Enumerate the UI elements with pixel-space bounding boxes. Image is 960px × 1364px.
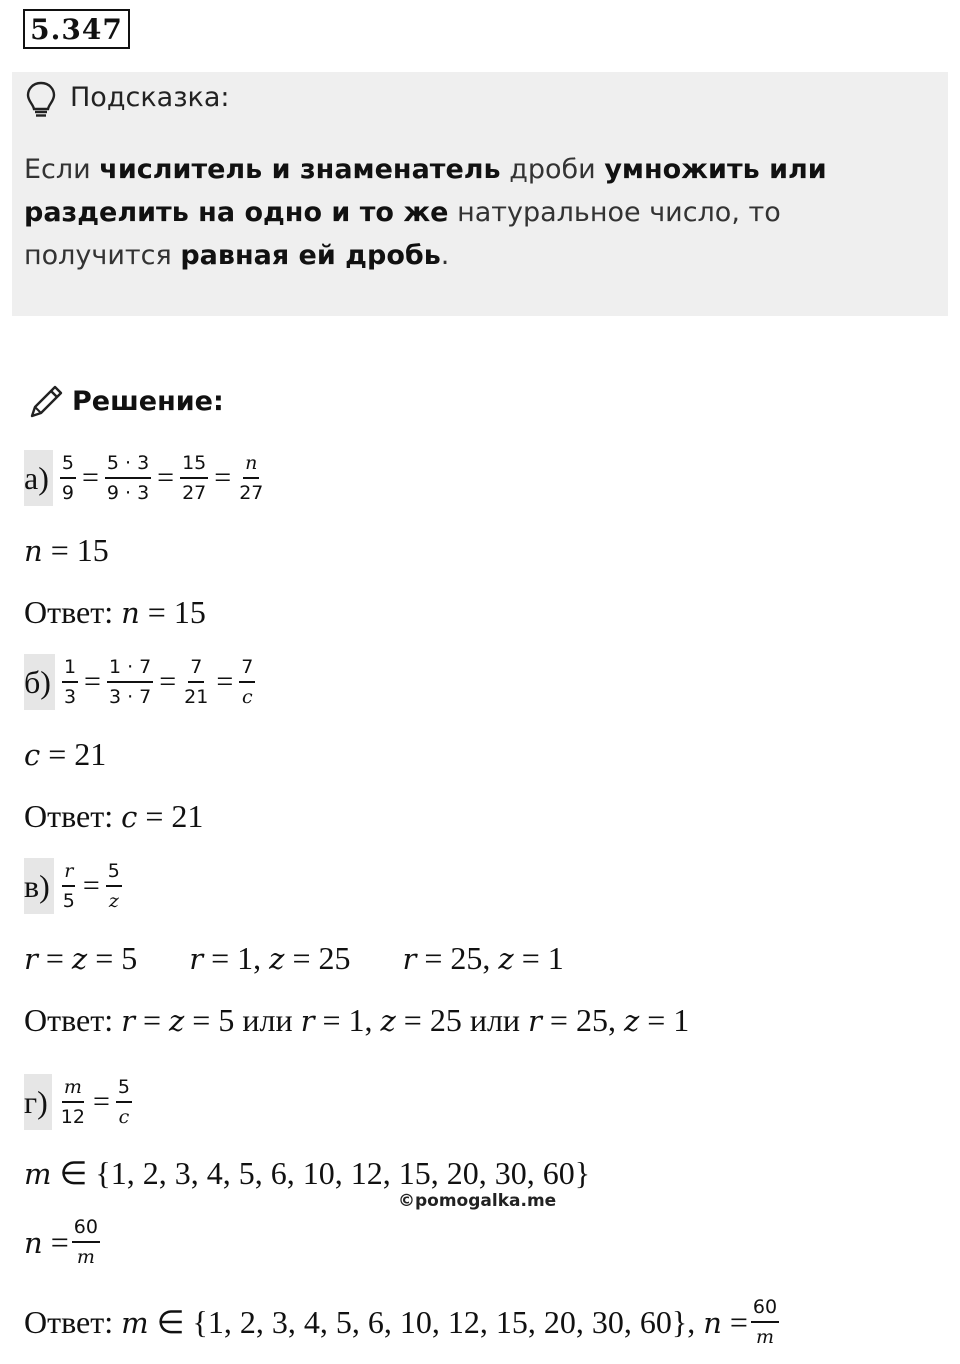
fraction: $\frac{1}{3}$	[63, 656, 77, 708]
fraction: $\frac{5}{9}$	[61, 452, 74, 504]
part-g-tag: г)	[24, 1074, 52, 1130]
fraction: $\frac{m}{12}$	[60, 1076, 85, 1128]
fraction: $\frac{1 \cdot 7}{3 \cdot 7}$	[108, 656, 152, 708]
fraction: $\frac{5}{c}$	[117, 1076, 130, 1128]
fraction: $\frac{60}{m}$	[752, 1296, 778, 1348]
part-g-set: m ∈ {1, 2, 3, 4, 5, 6, 10, 12, 15, 20, 30, 60}	[24, 1155, 591, 1191]
solution-title: Решение:	[72, 386, 224, 417]
part-b-equation: б) $\frac{1}{3}$ = $\frac{1 \cdot 7}{3 \cdot 7}$ = $\frac{7}{21}$ = $\frac{7}{c}$	[24, 656, 254, 708]
part-b-result: c = 21	[24, 736, 107, 772]
part-v-cases: r = z = 5 r = 1, z = 25 r = 25, z = 1	[24, 940, 564, 976]
part-b-answer: Ответ: c = 21	[24, 798, 204, 834]
fraction: $\frac{60}{m}$	[73, 1216, 98, 1268]
lightbulb-icon	[24, 80, 58, 120]
fraction: $\frac{7}{c}$	[241, 656, 254, 708]
fraction: $\frac{5}{z}$	[107, 860, 120, 912]
fraction: $\frac{7}{21}$	[184, 656, 209, 708]
part-a-answer: Ответ: n = 15	[24, 594, 206, 630]
part-v-tag: в)	[24, 858, 54, 914]
hint-title: Подсказка:	[70, 82, 230, 113]
part-a-equation: а) $\frac{5}{9}$ = $\frac{5 \cdot 3}{9 \cdot 3}$ = $\frac{15}{27}$ = $\frac{n}{27}$	[24, 452, 264, 504]
part-v-equation: в) $\frac{r}{5}$ = $\frac{5}{z}$	[24, 860, 120, 912]
part-g-answer: Ответ: m ∈ {1, 2, 3, 4, 5, 6, 10, 12, 15, 20, 30, 60}, n = $\frac{60}{m}$	[24, 1296, 778, 1348]
part-g-n-formula: n = $\frac{60}{m}$	[24, 1216, 98, 1268]
part-a-tag: а)	[24, 450, 53, 506]
watermark: ©pomogalka.me	[398, 1191, 557, 1211]
part-v-answer: Ответ: r = z = 5 или r = 1, z = 25 или r = 25, z = 1	[24, 1002, 690, 1038]
fraction: $\frac{n}{27}$	[239, 452, 264, 504]
pencil-icon	[26, 382, 66, 422]
part-b-tag: б)	[24, 654, 55, 710]
hint-text: Если числитель и знаменатель дроби умножить или разделить на одно и то же натуральное число, то получится равная ей дробь.	[24, 154, 827, 271]
problem-number: 5.347	[23, 9, 130, 49]
fraction: $\frac{15}{27}$	[182, 452, 207, 504]
part-g-equation: г) $\frac{m}{12}$ = $\frac{5}{c}$	[24, 1076, 130, 1128]
part-a-result: n = 15	[24, 532, 109, 568]
fraction: $\frac{5 \cdot 3}{9 \cdot 3}$	[106, 452, 150, 504]
fraction: $\frac{r}{5}$	[62, 860, 75, 912]
